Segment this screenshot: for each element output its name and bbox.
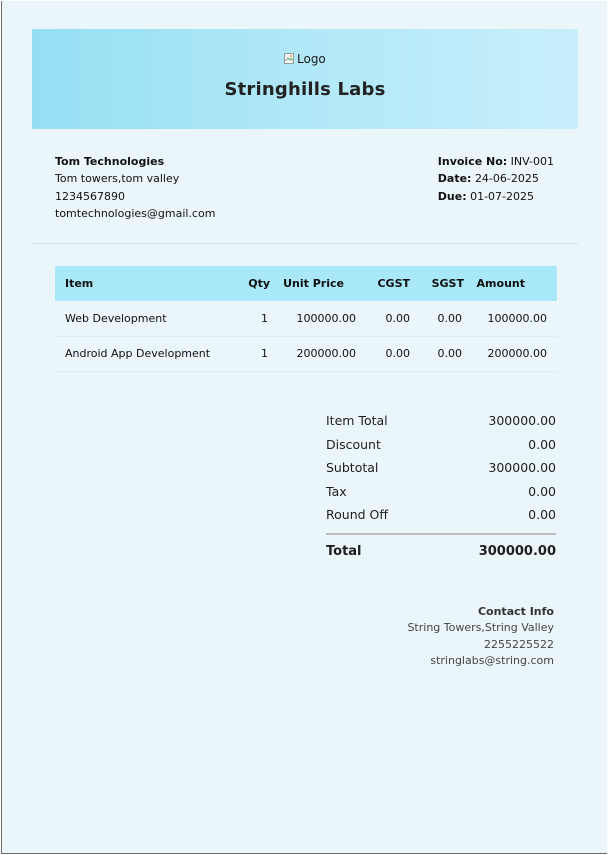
item-total-value: 300000.00	[488, 413, 556, 428]
tax-label: Tax	[326, 483, 347, 499]
item-total-row	[326, 409, 556, 433]
subtotal-label: Subtotal	[326, 460, 379, 476]
client-address: Tom towers,tom valley	[55, 172, 180, 186]
column-header-sgst: SGST	[412, 266, 464, 301]
cell-amount: 100000.00	[464, 301, 557, 336]
logo-alt-text: Logo	[297, 52, 326, 66]
subtotal-row	[326, 456, 556, 480]
cell-cgst: 0.00	[358, 301, 412, 336]
invoice-number-label: Invoice No:	[437, 155, 508, 168]
column-header-item: Item	[55, 266, 225, 301]
invoice-due-date: 01-07-2025	[470, 189, 535, 203]
table-row	[55, 301, 557, 336]
cell-amount: 200000.00	[464, 336, 557, 371]
invoice-date: 24-06-2025	[474, 172, 539, 186]
cell-sgst: 0.00	[412, 301, 464, 336]
contact-address: String Towers,String Valley	[407, 621, 554, 635]
invoice-due-row	[438, 188, 554, 205]
tax-row	[326, 480, 556, 504]
invoice-page	[1, 1, 607, 854]
invoice-date-row	[438, 170, 554, 187]
grand-total-value: 300000.00	[478, 543, 556, 559]
totals-summary	[326, 409, 556, 569]
cell-cgst: 0.00	[358, 336, 412, 371]
discount-value: 0.00	[528, 436, 556, 452]
item-total-label: Item Total	[326, 413, 388, 428]
contact-info-block	[407, 604, 554, 669]
table-row	[55, 336, 557, 371]
bill-to-block	[55, 153, 215, 222]
cell-qty: 1	[225, 301, 270, 336]
invoice-header	[32, 29, 578, 129]
invoice-number: INV-001	[510, 155, 554, 168]
column-header-qty: Qty	[225, 266, 270, 301]
column-header-cgst: CGST	[358, 266, 412, 301]
company-logo	[284, 52, 326, 66]
contact-email: stringlabs@string.com	[430, 653, 554, 667]
invoice-meta	[438, 153, 554, 205]
contact-info-title: Contact Info	[477, 605, 554, 618]
discount-row	[326, 433, 556, 457]
client-email: tomtechnologies@gmail.com	[55, 206, 216, 220]
line-items-table	[55, 266, 557, 372]
company-name: Stringhills Labs	[224, 79, 386, 100]
grand-total-label: Total	[326, 543, 362, 559]
round-off-label: Round Off	[326, 507, 388, 523]
table-header-row	[55, 266, 557, 301]
invoice-date-label: Date:	[437, 172, 472, 186]
invoice-due-label: Due:	[437, 189, 467, 203]
invoice-number-row	[438, 153, 554, 170]
subtotal-value: 300000.00	[488, 460, 556, 476]
cell-qty: 1	[225, 336, 270, 371]
contact-phone: 2255225522	[484, 637, 554, 651]
grand-total-row	[326, 535, 556, 569]
cell-unit-price: 100000.00	[270, 301, 358, 336]
column-header-unit-price: Unit Price	[270, 266, 358, 301]
tax-value: 0.00	[528, 483, 556, 499]
section-divider	[32, 243, 578, 244]
broken-image-icon	[284, 53, 296, 65]
round-off-value: 0.00	[528, 507, 556, 523]
cell-item: Android App Development	[55, 336, 225, 371]
cell-unit-price: 200000.00	[270, 336, 358, 371]
client-phone: 1234567890	[55, 189, 125, 203]
discount-label: Discount	[326, 436, 381, 452]
cell-sgst: 0.00	[412, 336, 464, 371]
cell-item: Web Development	[55, 301, 225, 336]
column-header-amount: Amount	[464, 266, 557, 301]
round-off-row	[326, 503, 556, 527]
client-name: Tom Technologies	[55, 155, 165, 168]
